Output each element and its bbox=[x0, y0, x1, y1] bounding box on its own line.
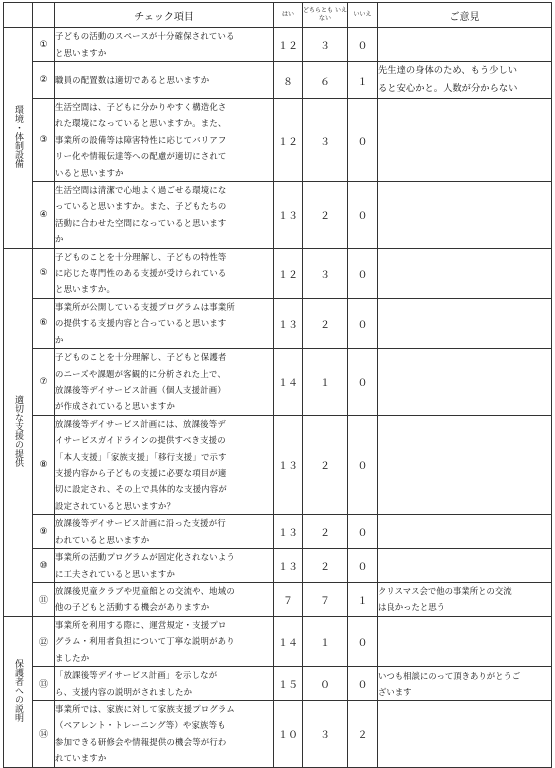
survey-table bbox=[3, 2, 552, 768]
yes-count: １３ bbox=[274, 415, 303, 514]
no-count: ０ bbox=[348, 349, 378, 416]
row-number: ③ bbox=[33, 99, 55, 182]
row-number: ⑥ bbox=[33, 298, 55, 348]
neither-count: １ bbox=[303, 616, 348, 666]
question-text: 子どもの活動のスペースが十分確保されている と思いますか bbox=[55, 28, 274, 62]
header-no: いいえ bbox=[348, 3, 378, 28]
no-count: ０ bbox=[348, 182, 378, 249]
yes-count: １４ bbox=[274, 616, 303, 666]
neither-count: ２ bbox=[303, 182, 348, 249]
question-text: 放課後等デイサービス計画には、放課後等デ イサービスガイドラインの提供すべき支援の 「本人支援」「家族支援」「移行支援」で示す 支援内容から子どもの支援に必要な項目が適 切に設定され、その上で具体的な支援内容が 設定されていると思いますか？ bbox=[55, 415, 274, 514]
row-number: ⑤ bbox=[33, 248, 55, 298]
blank-header bbox=[33, 3, 55, 28]
question-text: 事業所の活動プログラムが固定化されないよう に工夫されていると思いますか bbox=[55, 549, 274, 583]
category-explanation: 保護者への説明 bbox=[4, 616, 33, 767]
no-count: ０ bbox=[348, 415, 378, 514]
header-item: チェック項目 bbox=[55, 3, 274, 28]
row-number: ① bbox=[33, 28, 55, 62]
no-count: ０ bbox=[348, 667, 378, 701]
opinion-text bbox=[378, 28, 552, 62]
table-row bbox=[4, 616, 552, 666]
table-row bbox=[4, 701, 552, 768]
yes-count: １２ bbox=[274, 28, 303, 62]
question-text: 事業所が公開している支援プログラムは事業所 の提供する支援内容と合っていると思います か bbox=[55, 298, 274, 348]
yes-count: １５ bbox=[274, 667, 303, 701]
opinion-text bbox=[378, 616, 552, 666]
question-text: 事業所では、家族に対して家族支援プログラム （ペアレント・トレーニング等）や家族等も 参加できる研修会や情報提供の機会等が行わ れていますか bbox=[55, 701, 274, 768]
no-count: ０ bbox=[348, 298, 378, 348]
row-number: ④ bbox=[33, 182, 55, 249]
opinion-text bbox=[378, 298, 552, 348]
table-row bbox=[4, 667, 552, 701]
yes-count: １２ bbox=[274, 99, 303, 182]
table-row bbox=[4, 182, 552, 249]
neither-count: ３ bbox=[303, 701, 348, 768]
neither-count: ２ bbox=[303, 415, 348, 514]
neither-count: ２ bbox=[303, 515, 348, 549]
question-text: 生活空間は、子どもに分かりやすく構造化さ れた環境になっていると思いますか。また、 事業所の設備等は障害特性に応じてバリアフ リー化や情報伝達等への配慮が適切にされて いると思いますか bbox=[55, 99, 274, 182]
table-row bbox=[4, 298, 552, 348]
no-count: ０ bbox=[348, 248, 378, 298]
yes-count: １０ bbox=[274, 701, 303, 768]
table-row bbox=[4, 28, 552, 62]
question-text: 放課後等デイサービス計画に沿った支援が行 われていると思いますか bbox=[55, 515, 274, 549]
table-row bbox=[4, 99, 552, 182]
row-number: ⑭ bbox=[33, 701, 55, 768]
question-text: 子どものことを十分理解し、子どもの特性等 に応じた専門性のある支援が受けられている と思いますか。 bbox=[55, 248, 274, 298]
opinion-text: クリスマス会で他の事業所との交流 は良かったと思う bbox=[378, 582, 552, 616]
header-neither: どちらとも いえない bbox=[303, 3, 348, 28]
table-row bbox=[4, 549, 552, 583]
opinion-text bbox=[378, 182, 552, 249]
yes-count: １２ bbox=[274, 248, 303, 298]
yes-count: ８ bbox=[274, 62, 303, 99]
opinion-text bbox=[378, 549, 552, 583]
no-count: ０ bbox=[348, 28, 378, 62]
neither-count: ３ bbox=[303, 99, 348, 182]
opinion-text bbox=[378, 349, 552, 416]
neither-count: ２ bbox=[303, 549, 348, 583]
table-row bbox=[4, 582, 552, 616]
row-number: ⑩ bbox=[33, 549, 55, 583]
row-number: ⑬ bbox=[33, 667, 55, 701]
question-text: 職員の配置数は適切であると思いますか bbox=[55, 62, 274, 99]
header-yes: はい bbox=[274, 3, 303, 28]
table-row bbox=[4, 248, 552, 298]
question-text: 事業所を利用する際に、運営規定・支援プロ グラム・利用者負担について丁寧な説明があり ましたか bbox=[55, 616, 274, 666]
table-row bbox=[4, 349, 552, 416]
opinion-text: 先生達の身体のため、もう少しい ると安心かと。人数が分からない bbox=[378, 62, 552, 99]
row-number: ⑪ bbox=[33, 582, 55, 616]
yes-count: ７ bbox=[274, 582, 303, 616]
neither-count: ３ bbox=[303, 28, 348, 62]
blank-header bbox=[4, 3, 33, 28]
no-count: ０ bbox=[348, 515, 378, 549]
question-text: 子どものことを十分理解し、子どもと保護者 のニーズや課題が客観的に分析された上で、 放課後等デイサービス計画（個人支援計画） が作成されていると思いますか bbox=[55, 349, 274, 416]
neither-count: ６ bbox=[303, 62, 348, 99]
neither-count: ２ bbox=[303, 298, 348, 348]
row-number: ② bbox=[33, 62, 55, 99]
row-number: ⑧ bbox=[33, 415, 55, 514]
yes-count: １３ bbox=[274, 549, 303, 583]
opinion-text bbox=[378, 415, 552, 514]
row-number: ⑨ bbox=[33, 515, 55, 549]
category-environment: 環境・体制設備 bbox=[4, 28, 33, 249]
row-number: ⑫ bbox=[33, 616, 55, 666]
table-row bbox=[4, 515, 552, 549]
neither-count: ７ bbox=[303, 582, 348, 616]
opinion-text bbox=[378, 248, 552, 298]
header-row bbox=[4, 3, 552, 28]
neither-count: ０ bbox=[303, 667, 348, 701]
opinion-text bbox=[378, 99, 552, 182]
no-count: ０ bbox=[348, 616, 378, 666]
no-count: ０ bbox=[348, 549, 378, 583]
row-number: ⑦ bbox=[33, 349, 55, 416]
no-count: ０ bbox=[348, 99, 378, 182]
yes-count: １３ bbox=[274, 515, 303, 549]
opinion-text bbox=[378, 701, 552, 768]
yes-count: １４ bbox=[274, 349, 303, 416]
question-text: 生活空間は清潔で心地よく過ごせる環境にな っていると思いますか。また、子どもたちの 活動に合わせた空間になっていると思います か bbox=[55, 182, 274, 249]
opinion-text: いつも相談にのって頂きありがとうご ざいます bbox=[378, 667, 552, 701]
header-opinion: ご意見 bbox=[378, 3, 552, 28]
question-text: 「放課後等デイサービス計画」を示しなが ら、支援内容の説明がされましたか bbox=[55, 667, 274, 701]
category-support: 適切な支援の提供 bbox=[4, 248, 33, 616]
opinion-text bbox=[378, 515, 552, 549]
neither-count: ３ bbox=[303, 248, 348, 298]
question-text: 放課後児童クラブや児童館との交流や、地域の 他の子どもと活動する機会がありますか bbox=[55, 582, 274, 616]
no-count: １ bbox=[348, 62, 378, 99]
yes-count: １３ bbox=[274, 182, 303, 249]
no-count: １ bbox=[348, 582, 378, 616]
table-row bbox=[4, 62, 552, 99]
yes-count: １３ bbox=[274, 298, 303, 348]
no-count: ２ bbox=[348, 701, 378, 768]
table-row bbox=[4, 415, 552, 514]
neither-count: １ bbox=[303, 349, 348, 416]
